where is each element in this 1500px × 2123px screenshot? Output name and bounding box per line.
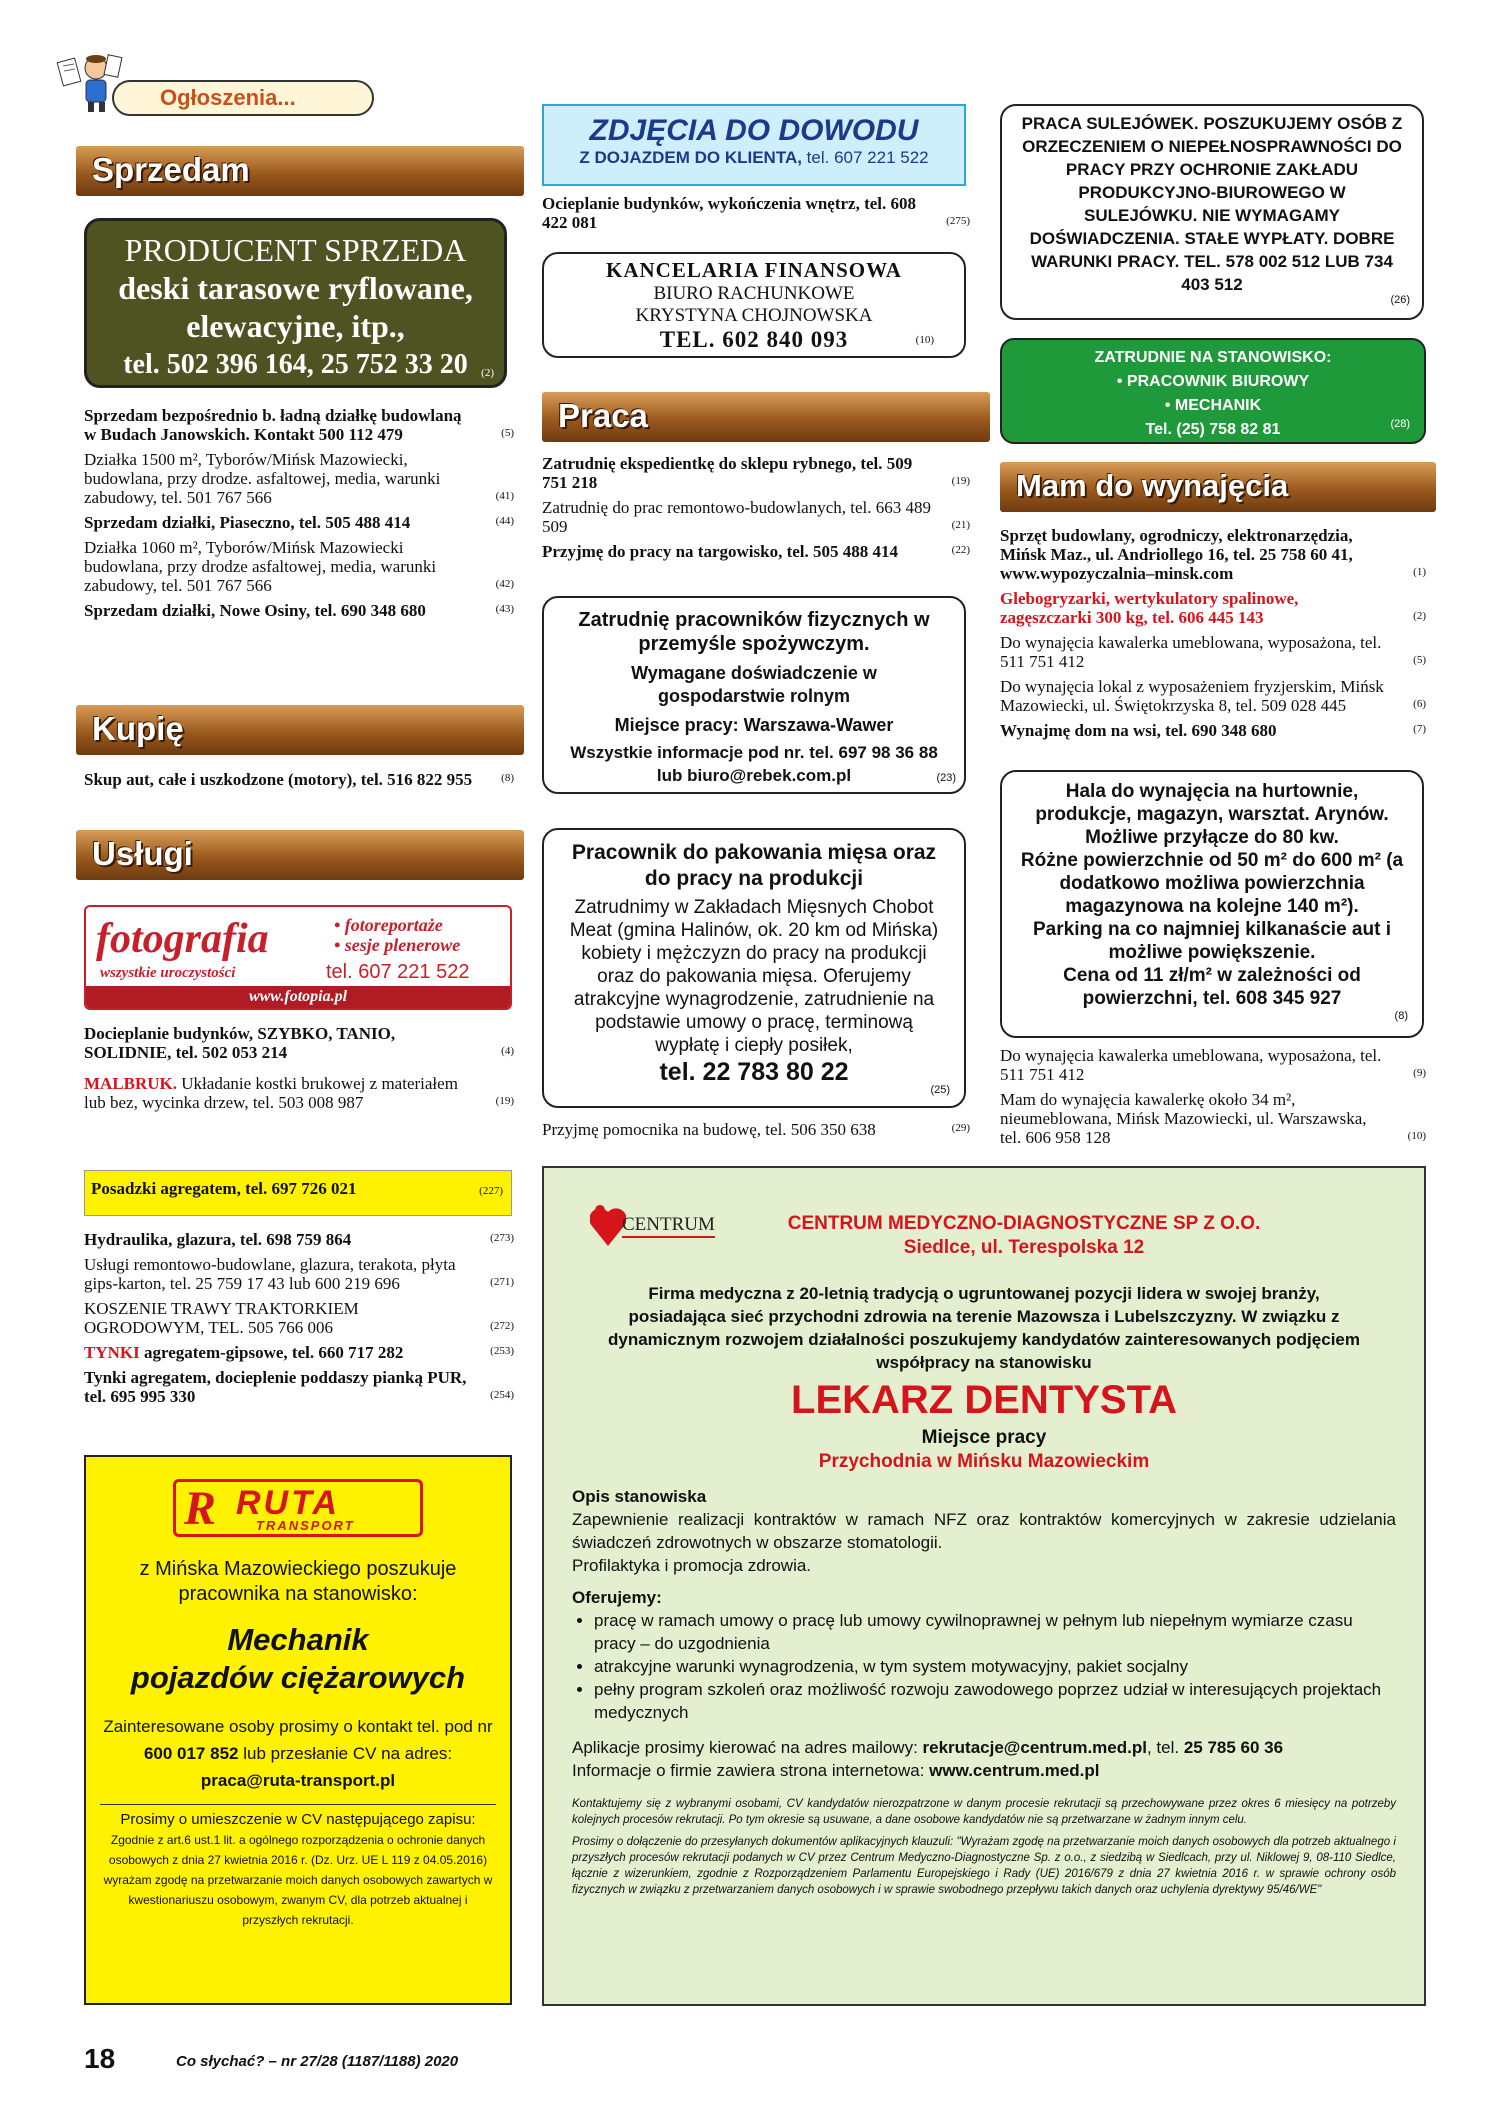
list-item: Działka 1500 m², Tyborów/Mińsk Mazowiecki, budowlana, przy drodze. asfaltowej, media, warunki zabudowy, tel. 501 767 566 (41) <box>84 450 514 507</box>
list-item: TYNKI agregatem-gipsowe, tel. 660 717 282 (253) <box>84 1343 514 1362</box>
uslugi-list-2 <box>84 1230 514 1412</box>
list-item: Sprzęt budowlany, ogrodniczy, elektronarzędzia, Mińsk Maz., ul. Andriollego 16, tel. 25 758 60 41, www.wypozyczalnia–minsk.com (1) <box>1000 526 1426 583</box>
list-item: Usługi remontowo-budowlane, glazura, terakota, płyta gips-karton, tel. 25 759 17 43 lub 600 219 696 (271) <box>84 1255 514 1293</box>
posadzki-ad: Posadzki agregatem, tel. 697 726 021 (227) <box>84 1170 512 1216</box>
list-item: Do wynajęcia kawalerka umeblowana, wyposażona, tel. 511 751 412 (9) <box>1000 1046 1426 1084</box>
kancelaria-ad: KANCELARIA FINANSOWA BIURO RACHUNKOWE KRYSTYNA CHOJNOWSKA TEL. 602 840 093 (10) <box>542 252 966 358</box>
list-item: Tynki agregatem, docieplenie poddaszy pianką PUR, tel. 695 995 330 (254) <box>84 1368 514 1406</box>
pomocnik-ad <box>542 1120 970 1145</box>
sprzedam-list <box>84 406 514 626</box>
producent-ad: PRODUCENT SPRZEDA deski tarasowe ryflowane, elewacyjne, itp., tel. 502 396 164, 25 752 33 20 (2) <box>84 218 507 388</box>
page-number: 18 <box>84 2043 116 2074</box>
centrum-logo-icon <box>590 1202 626 1248</box>
list-item: • pracę w ramach umowy o pracę lub umowy cywilnoprawnej w pełnym lub niepełnym wymiarze czasu pracy – do uzgodnienia <box>594 1609 1396 1655</box>
hala-ad: Hala do wynajęcia na hurtownie, produkcje, magazyn, warsztat. Arynów. Możliwe przyłącze do 80 kw. Różne powierzchnie od 50 m² do 600 m² (a dodatkowo możliwa powierzchnia magazynowa na kolejne 140 m²). Parking na co najmniej kilkanaście aut i możliwe powiększenie. Cena od 11 zł/m² w zależności od powierzchni, tel. 608 345 927 (8) <box>1000 770 1424 1038</box>
centrum-ad: CENTRUM CENTRUM MEDYCZNO-DIAGNOSTYCZNE SP Z O.O. Siedlce, ul. Terespolska 12 Firma medyczna z 20-letnią tradycją o ugruntowanej pozycji lidera w swojej branży, posiadająca sieć przychodni zdrowia na terenie Mazowsza i Lubelszczyzny. W związku z dynamicznym rozwojem działalności poszukujemy kandydatów zainteresowanych podjęciem współpracy na stanowisku LEKARZ DENTYSTA Miejsce pracy Przychodnia w Mińsku Mazowieckim Opis stanowiska Zapewnienie realizacji kontraktów w ramach NFZ oraz kontraktów komercyjnych w zakresie udzielania świadczeń zdrowotnych w obszarze stomatologii. Profilaktyka i promocja zdrowia. Oferujemy: • pracę w ramach umowy o pracę lub umowy cywilnoprawnej w pełnym lub niepełnym wymiarze czasu pracy – do uzgodnienia • atrakcyjne warunki wynagrodzenia, w tym system motywacyjny, pakiet socjalny • pełny program szkoleń oraz możliwość rozwoju zawodowego poprzez udział w interesujących projektach medycznych Aplikacje prosimy kierować na adres mailowy: rekrutacje@centrum.med.pl, tel. 25 785 60 36 Informacje o firmie zawiera strona internetowa: www.centrum.med.pl Kontaktujemy się z wybranymi osobami, CV kandydatów nierozpatrzone w danym procesie rekrutacji są przechowywane przez okres 6 miesięcy na potrzeby kolejnych procesów rekrutacji. Po tym okresie są usuwane, a dane osobowe kandydatów nie są przetwarzane w żadnym innym celu. Prosimy o dołączenie do przesyłanych dokumentów aplikacyjnych klauzuli: "Wyrażam zgodę na przetwarzanie moich danych osobowych dla potrzeb aktualnego i przyszłych procesów rekrutacji podanych w CV przez Centrum Medyczno-Diagnostyczne Sp. z o.o., z siedzibą w Siedlcach, przy ul. Niklowej 9, 08-110 Siedlce, łącznie z wizerunkiem, zgodnie z Rozporządzeniem Parlamentu Europejskiego i Rady (UE) 2016/679 z dnia 27 kwietnia 2016 r. w sprawie ochrony osób fizycznych w związku z przetwarzaniem danych osobowych i w sprawie swobodnego przepływu takich danych oraz uchylenia dyrektywy 95/46/WE" <box>542 1166 1426 2006</box>
list-item: MALBRUK. Układanie kostki brukowej z materiałem lub bez, wycinka drzew, tel. 503 008 987 (19) <box>84 1074 514 1112</box>
list-item: Zatrudnię ekspedientkę do sklepu rybnego, tel. 509 751 218 (19) <box>542 454 970 492</box>
list-item: • atrakcyjne warunki wynagrodzenia, w tym system motywacyjny, pakiet socjalny <box>594 1655 1396 1678</box>
section-header-kupie: Kupię <box>76 705 524 755</box>
chobot-ad: Pracownik do pakowania mięsa oraz do pracy na produkcji Zatrudnimy w Zakładach Mięsnych Chobot Meat (gmina Halinów, ok. 20 km od Mińska) kobiety i mężczyzn do pracy na produkcji oraz do pakowania mięsa. Oferujemy atrakcyjne wynagrodzenie, zatrudnienie na podstawie umowy o pracę, terminową wypłatę i ciepły posiłek, tel. 22 783 80 22 (25) <box>542 828 966 1108</box>
list-item: Przyjmę pomocnika na budowę, tel. 506 350 638 (29) <box>542 1120 970 1139</box>
col2-list <box>542 194 970 238</box>
section-header-sprzedam: Sprzedam <box>76 146 524 196</box>
list-item: Skup aut, całe i uszkodzone (motory), tel. 516 822 955 (8) <box>84 770 514 789</box>
list-item: Sprzedam działki, Piaseczno, tel. 505 488 414 (44) <box>84 513 514 532</box>
wynajem-list-2 <box>1000 1046 1426 1153</box>
section-header-uslugi: Usługi <box>76 830 524 880</box>
wynajem-list <box>1000 526 1426 746</box>
list-item: KOSZENIE TRAWY TRAKTORKIEM OGRODOWYM, TEL. 505 766 006 (272) <box>84 1299 514 1337</box>
section-header-wynajem: Mam do wynajęcia <box>1000 462 1436 512</box>
ruta-logo: R RUTA TRANSPORT <box>173 1479 423 1537</box>
kupie-list <box>84 770 514 795</box>
list-item: Do wynajęcia kawalerka umeblowana, wyposażona, tel. 511 751 412 (5) <box>1000 633 1426 671</box>
praca-list <box>542 454 970 567</box>
list-item: Glebogryzarki, wertykulatory spalinowe, zagęszczarki 300 kg, tel. 606 445 143 (2) <box>1000 589 1426 627</box>
section-label: Ogłoszenia... <box>112 80 374 116</box>
list-item: Sprzedam bezpośrednio b. ładną działkę budowlaną w Budach Janowskich. Kontakt 500 112 479 (5) <box>84 406 514 444</box>
ruta-ad: R RUTA TRANSPORT z Mińska Mazowieckiego poszukuje pracownika na stanowisko: Mechanik pojazdów ciężarowych Zainteresowane osoby prosimy o kontakt tel. pod nr 600 017 852 lub przesłanie CV na adres: praca@ruta-transport.pl Prosimy o umieszczenie w CV następującego zapisu: Zgodnie z art.6 ust.1 lit. a ogólnego rozporządzenia o ochronie danych osobowych z dnia 27 kwietnia 2016 r. (Dz. Urz. UE L 119 z 04.05.2016) wyrażam zgodę na przetwarzanie moich danych osobowych zawartych w kwestionariuszu osobowym, zwanym CV, dla potrzeb aktualnej i przyszłych rekrutacji. <box>84 1455 512 2005</box>
rebek-ad: Zatrudnię pracowników fizycznych w przemyśle spożywczym. Wymagane doświadczenie w gospodarstwie rolnym Miejsce pracy: Warszawa-Wawer Wszystkie informacje pod nr. tel. 697 98 36 88 lub biuro@rebek.com.pl (23) <box>542 596 966 794</box>
list-item: Mam do wynajęcia kawalerkę około 34 m², nieumeblowana, Mińsk Mazowiecki, ul. Warszawska, tel. 606 958 128 (10) <box>1000 1090 1426 1147</box>
list-item: Działka 1060 m², Tyborów/Mińsk Mazowiecki budowlana, przy drodze asfaltowej, media, warunki zabudowy, tel. 501 767 566 (42) <box>84 538 514 595</box>
list-item: Hydraulika, glazura, tel. 698 759 864 (273) <box>84 1230 514 1249</box>
fotopia-ad: fotografia wszystkie uroczystości • fotoreportaże • sesje plenerowe tel. 607 221 522 www.fotopia.pl <box>84 905 512 1010</box>
list-item: Zatrudnię do prac remontowo-budowlanych, tel. 663 489 509 (21) <box>542 498 970 536</box>
uslugi-list <box>84 1024 514 1118</box>
list-item: • pełny program szkoleń oraz możliwość rozwoju zawodowego poprzez udział w interesujących projektach medycznych <box>594 1678 1396 1724</box>
list-item: Ocieplanie budynków, wykończenia wnętrz, tel. 608 422 081 (275) <box>542 194 970 232</box>
list-item: Do wynajęcia lokal z wyposażeniem fryzjerskim, Mińsk Mazowiecki, ul. Świętokrzyska 8, tel. 509 028 445 (6) <box>1000 677 1426 715</box>
list-item: Docieplanie budynków, SZYBKO, TANIO, SOLIDNIE, tel. 502 053 214 (4) <box>84 1024 514 1062</box>
sulejowek-ad: PRACA SULEJÓWEK. POSZUKUJEMY OSÓB Z ORZECZENIEM O NIEPEŁNOSPRAWNOŚCI DO PRACY PRZY OCHRONIE ZAKŁADU PRODUKCYJNO-BIUROWEGO W SULEJÓWKU. NIE WYMAGAMY DOŚWIADCZENIA. STAŁE WYPŁATY. DOBRE WARUNKI PRACY. TEL. 578 002 512 LUB 734 403 512 (26) <box>1000 104 1424 320</box>
centrum-logo: CENTRUM <box>590 1200 700 1250</box>
list-item: Przyjmę do pracy na targowisko, tel. 505 488 414 (22) <box>542 542 970 561</box>
dowod-ad: ZDJĘCIA DO DOWODU Z DOJAZDEM DO KLIENTA, tel. 607 221 522 <box>542 104 966 186</box>
list-item: Wynajmę dom na wsi, tel. 690 348 680 (7) <box>1000 721 1426 740</box>
section-header-praca: Praca <box>542 392 990 442</box>
issue-info: Co słychać? – nr 27/28 (1187/1188) 2020 <box>176 2053 459 2070</box>
list-item: Sprzedam działki, Nowe Osiny, tel. 690 348 680 (43) <box>84 601 514 620</box>
green-ad: ZATRUDNIE NA STANOWISKO: • PRACOWNIK BIUROWY • MECHANIK Tel. (25) 758 82 81 (28) <box>1000 338 1426 444</box>
